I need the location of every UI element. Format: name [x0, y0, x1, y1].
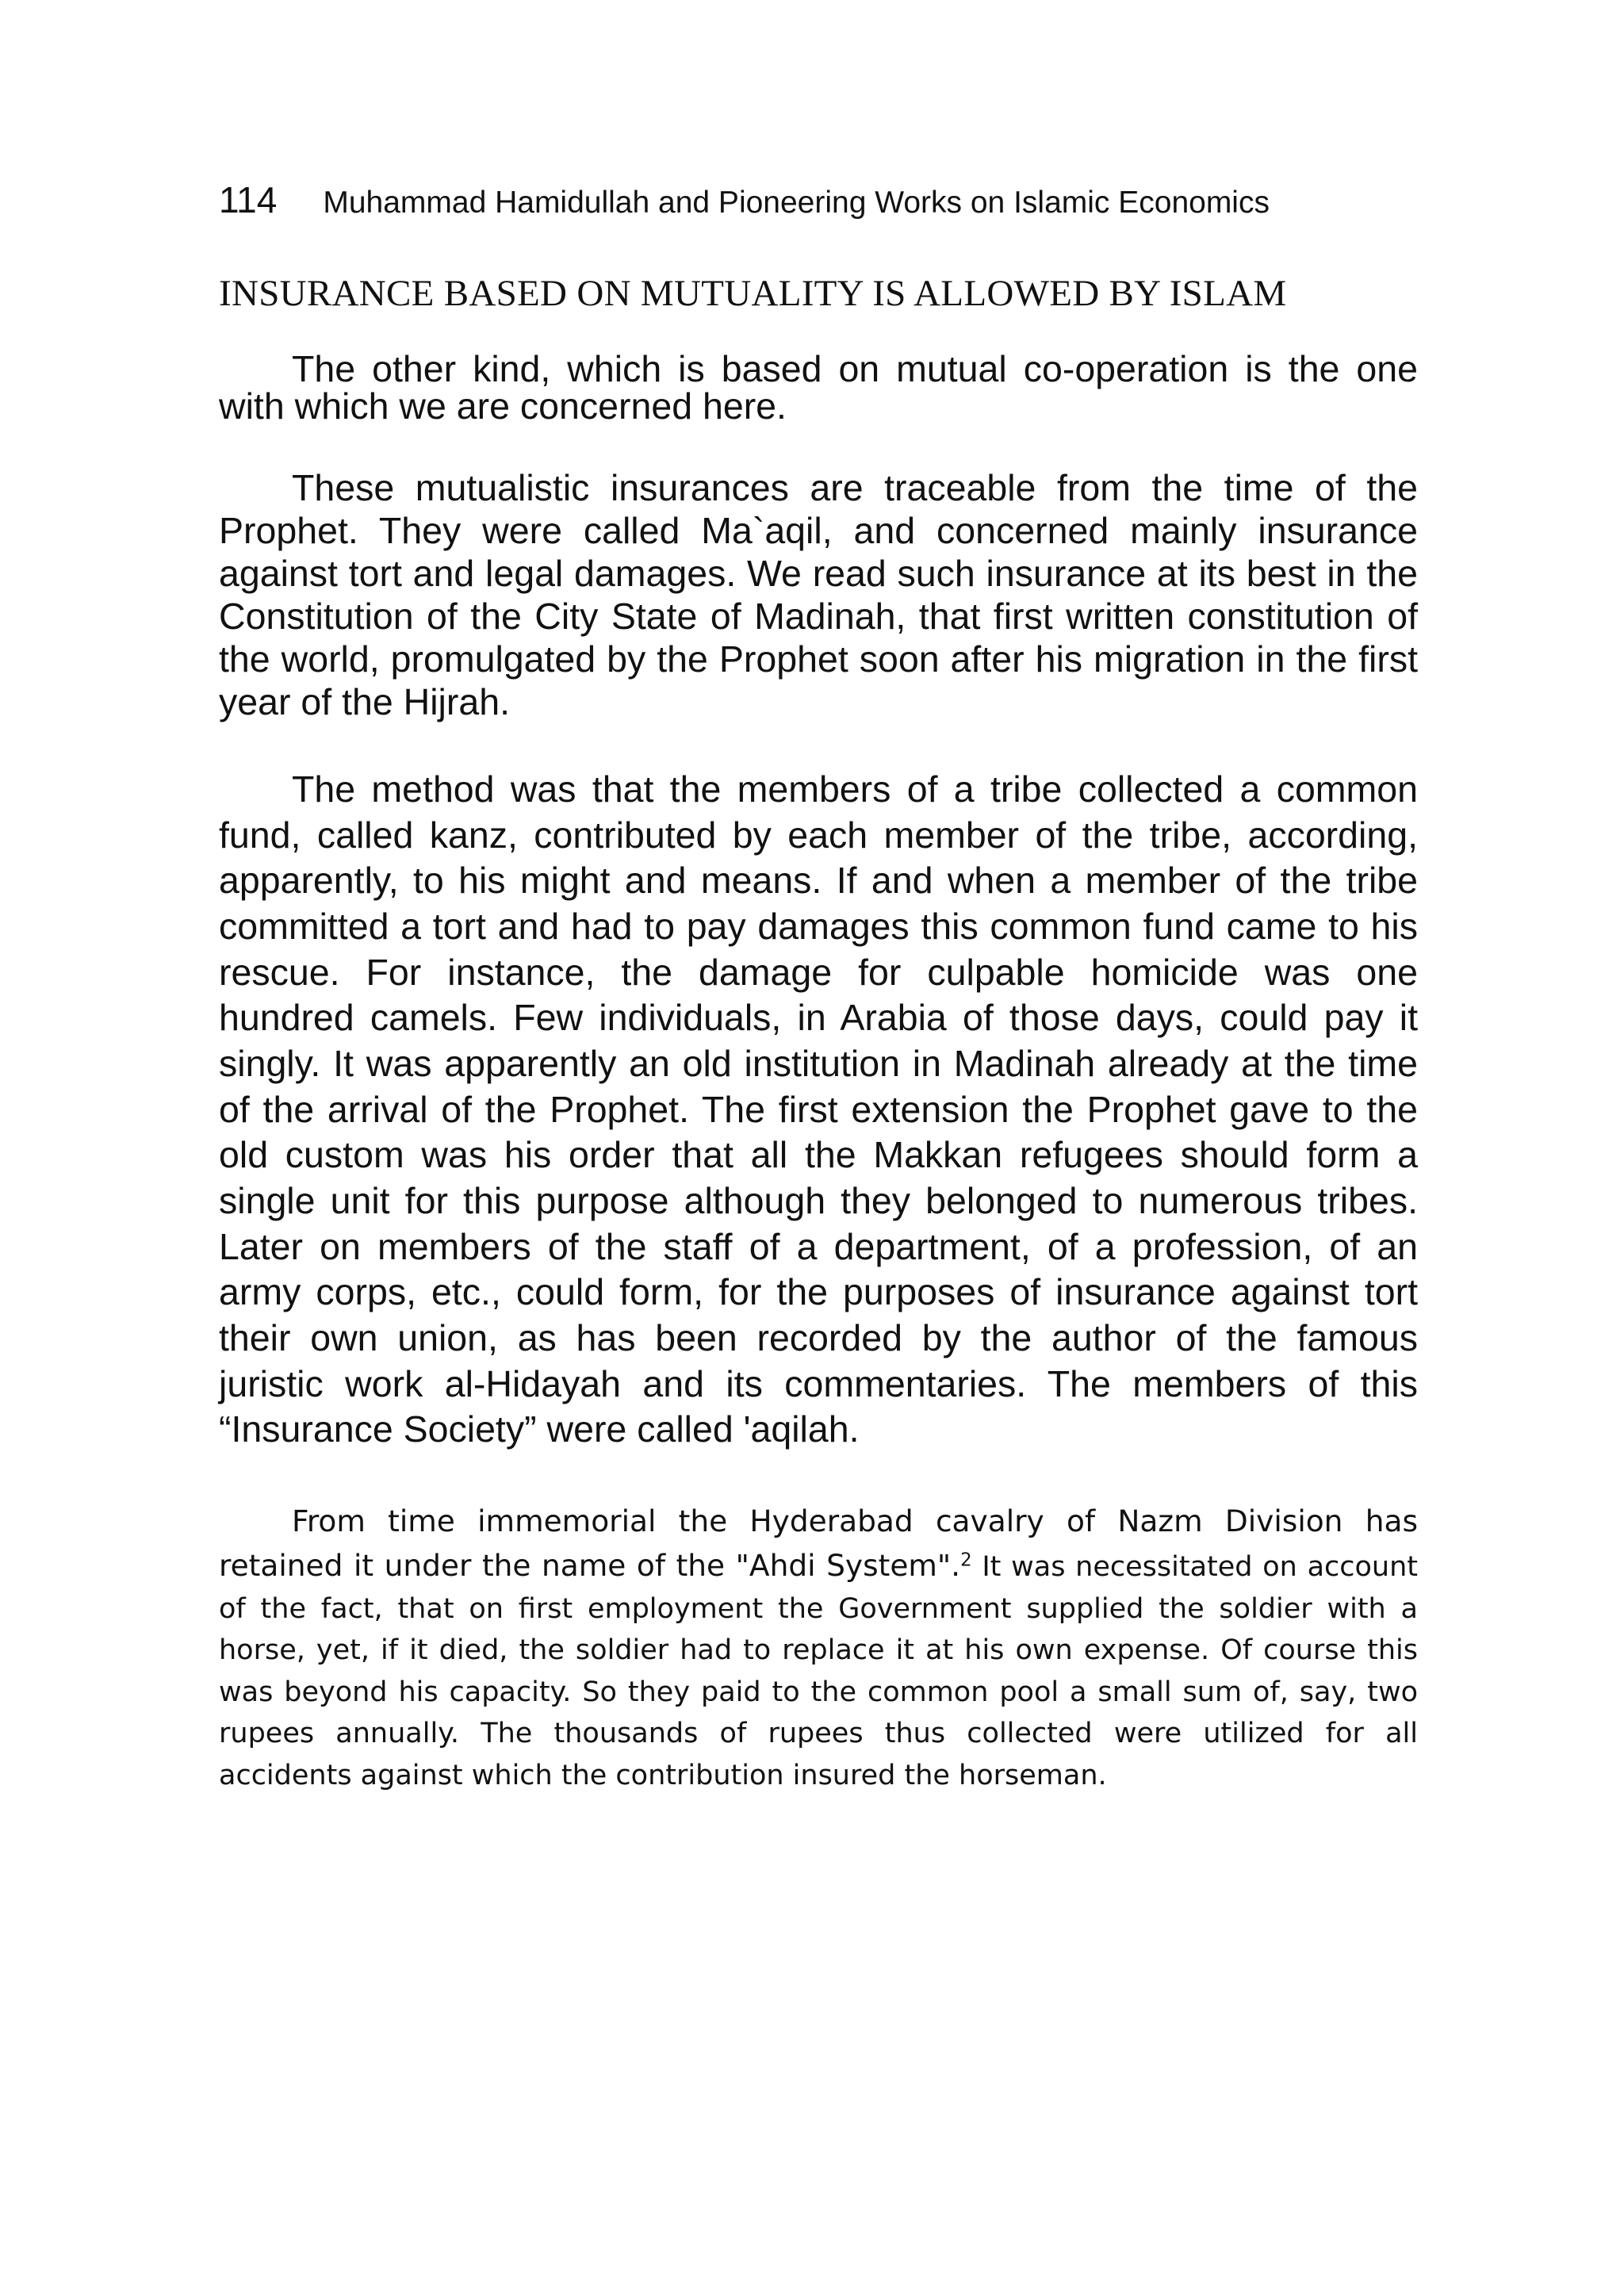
page-number: 114 [219, 179, 278, 220]
paragraph-rest-text: It was necessitated on account of the fact, that on first employment the Government supplied the soldier with a horse, yet, if it died, the soldier had to replace it at his own expense. Of course this was beyond his capacity. So they paid to the common pool a small sum of, say, two rupees annually. The thousands of rupees thus collected were utilized for all accidents against which the contribution insured the horseman. [219, 1551, 1419, 1791]
body-paragraph: The other kind, which is based on mutual co-operation is the one with which we are concerned here. [219, 348, 1418, 427]
footnote-reference[interactable]: 2 [960, 1550, 972, 1571]
section-heading: INSURANCE BASED ON MUTUALITY IS ALLOWED BY ISLAM [219, 273, 1287, 314]
body-paragraph-ahdi-system [219, 1499, 1418, 1797]
body-paragraph: These mutualistic insurances are traceable from the time of the Prophet. They were called Ma`aqil, and concerned mainly insurance against tort and legal damages. We read such insurance at its best in the Constitution of the City State of Madinah, that first written constitution of the world, promulgated by the Prophet soon after his migration in the first year of the Hijrah. [219, 467, 1418, 723]
paragraph-lead-text: From time immemorial the Hyderabad cavalry of Nazm Division has retained it under the name of the "Ahdi System". [219, 1503, 1418, 1584]
body-paragraph: The method was that the members of a tribe collected a common fund, called kanz, contributed by each member of the tribe, according, apparently, to his might and means. If and when a member of the tribe committed a tort and had to pay damages this common fund came to his rescue. For instance, the damage for culpable homicide was one hundred camels. Few individuals, in Arabia of those days, could pay it singly. It was apparently an old institution in Madinah already at the time of the arrival of the Prophet. The first extension the Prophet gave to the old custom was his order that all the Makkan refugees should form a single unit for this purpose although they belonged to numerous tribes. Later on members of the staff of a department, of a profession, of an army corps, etc., could form, for the purposes of insurance against tort their own union, as has been recorded by the author of the famous juristic work al-Hidayah and its commentaries. The members of this “Insurance Society” were called 'aqilah. [219, 768, 1418, 1450]
book-page [219, 178, 1418, 1796]
running-header [219, 178, 1418, 234]
book-title: Muhammad Hamidullah and Pioneering Works on Islamic Economics [323, 186, 1270, 220]
